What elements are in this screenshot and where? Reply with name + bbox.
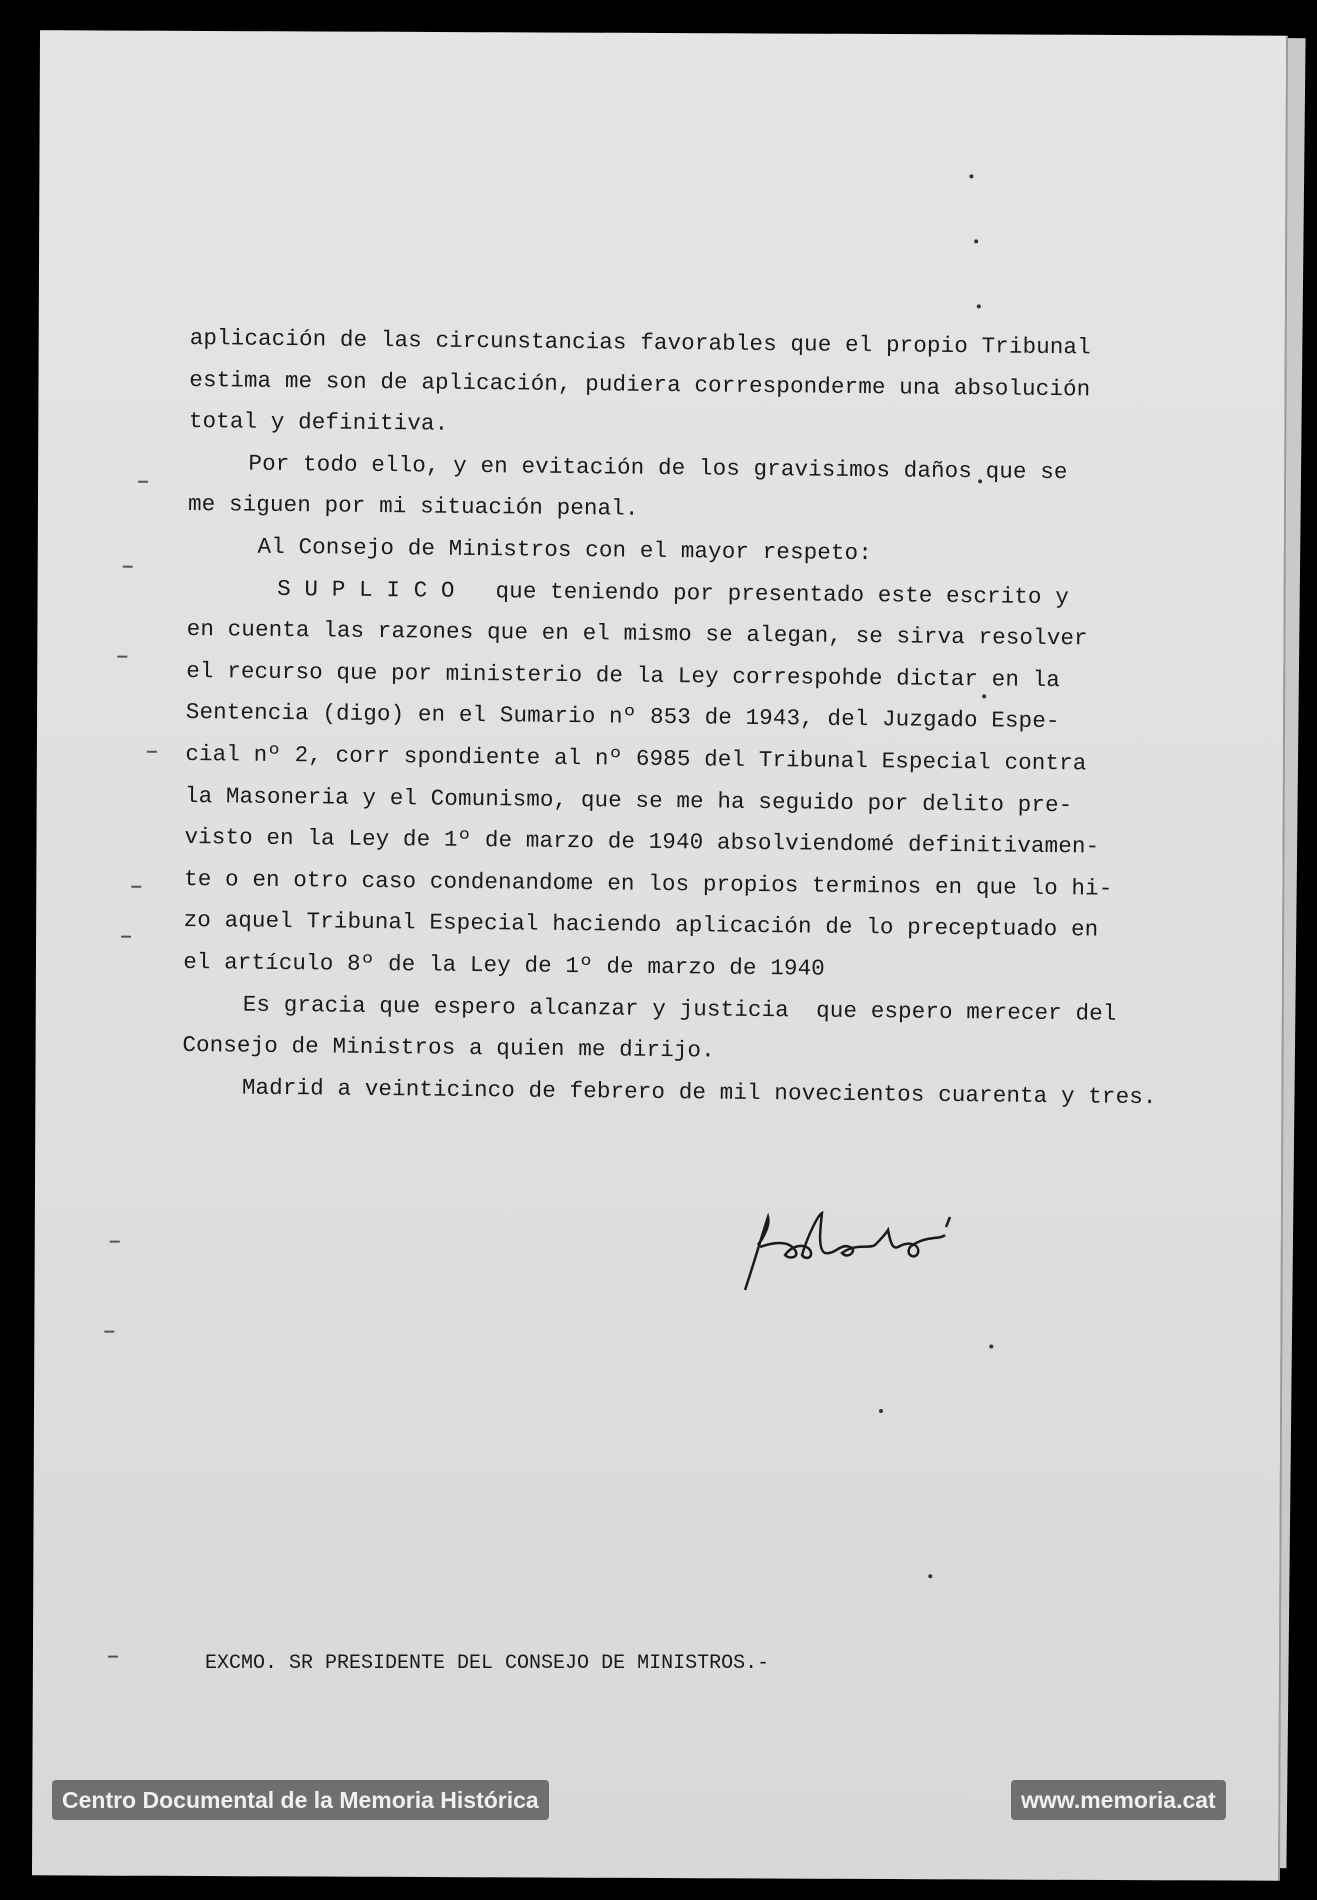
body-line: te o en otro caso condenandome en los propios terminos en que lo hi- (183, 865, 1113, 902)
body-line: cial nº 2, corr spondiente al nº 6985 del Tribunal Especial contra (185, 740, 1087, 777)
margin-dot (879, 1409, 883, 1413)
margin-dot (989, 1344, 993, 1348)
body-line: Consejo de Ministros a quien me dirijo. (182, 1032, 715, 1064)
body-line: zo aquel Tribunal Especial haciendo aplicación de lo preceptuado en (183, 907, 1099, 943)
margin-dash (104, 1331, 114, 1333)
margin-dash (110, 1241, 120, 1243)
margin-dash (138, 481, 148, 483)
margin-dot (928, 1574, 932, 1578)
handwritten-signature (740, 1205, 1010, 1293)
body-line: en cuenta las razones que en el mismo se alegan, se sirva resolver (186, 616, 1088, 652)
body-line: la Masoneria y el Comunismo, que se me ha seguido por delito pre- (184, 782, 1073, 818)
margin-dash (131, 886, 141, 888)
margin-dash (117, 656, 127, 658)
margin-dash (108, 1656, 118, 1658)
body-line: Al Consejo de Ministros con el mayor respeto: (257, 533, 873, 567)
supplication-line: S U P L I C O que teniendo por presentado este escrito y (277, 575, 1070, 610)
body-line: total y definitiva. (188, 408, 449, 437)
body-line: Sentencia (digo) en el Sumario nº 853 de 1943, del Juzgado Espe- (185, 699, 1060, 735)
body-line: el recurso que por ministerio de la Ley correspohde dictar en la (186, 657, 1061, 693)
body-line: estima me son de aplicación, pudiera corresponderme una absolución (189, 366, 1091, 403)
margin-dot (974, 239, 978, 243)
website-watermark: www.memoria.cat (1011, 1780, 1226, 1820)
margin-dot (969, 174, 973, 178)
margin-dash (123, 566, 133, 568)
body-line: Es gracia que espero alcanzar y justicia que espero merecer del (242, 991, 1117, 1027)
addressee-line: EXCMO. SR PRESIDENTE DEL CONSEJO DE MINISTROS.- (205, 1652, 770, 1675)
body-line: Por todo ello, y en evitación de los gravisimos daños que se (248, 450, 1068, 485)
archive-watermark: Centro Documental de la Memoria Histórica (52, 1780, 549, 1820)
body-line: me siguen por mi situación penal. (187, 491, 639, 523)
margin-dash (147, 751, 157, 753)
body-line: aplicación de las circunstancias favorables que el propio Tribunal (189, 324, 1091, 361)
body-line: el artículo 8º de la Ley de 1º de marzo de 1940 (183, 948, 826, 982)
letter-body (182, 318, 1210, 1119)
margin-dot (977, 304, 981, 308)
closing-line: Madrid a veinticinco de febrero de mil novecientos cuarenta y tres. (241, 1074, 1157, 1110)
margin-dash (121, 936, 131, 938)
body-line: visto en la Ley de 1º de marzo de 1940 absolviendomé definitivamen- (184, 824, 1100, 860)
